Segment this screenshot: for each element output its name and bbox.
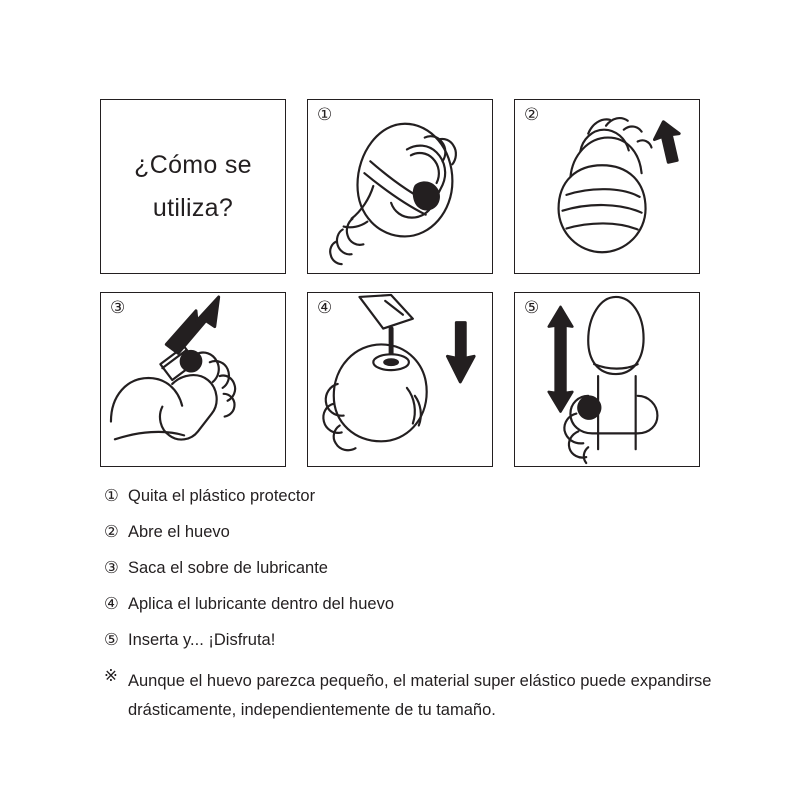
panel-title	[100, 99, 286, 274]
step-text: Aplica el lubricante dentro del huevo	[128, 594, 395, 613]
panel-number-5: ⑤	[524, 298, 540, 317]
list-item	[104, 631, 724, 650]
list-item	[104, 559, 724, 578]
step-text: Saca el sobre de lubricante	[128, 558, 328, 577]
step-marker: ⑤	[104, 630, 119, 649]
step-marker: ②	[104, 522, 119, 541]
list-item	[104, 487, 724, 506]
panel-step-2	[514, 99, 700, 274]
list-item-note	[104, 667, 724, 725]
step-text: Abre el huevo	[128, 522, 230, 541]
panel-step-1	[307, 99, 493, 274]
list-item	[104, 595, 724, 614]
title-line-1: ¿Cómo se	[134, 150, 252, 179]
step-marker: ①	[104, 487, 119, 505]
illustration-grid	[100, 99, 700, 467]
panel-number-4: ④	[317, 298, 333, 317]
insert-stroke-icon	[515, 293, 699, 466]
panel-number-2: ②	[524, 105, 540, 124]
panel-number-1: ①	[317, 105, 333, 124]
step-text: Inserta y... ¡Disfruta!	[128, 630, 276, 649]
step-marker: ③	[104, 558, 119, 577]
step-marker: ④	[104, 594, 119, 613]
panel-step-3	[100, 292, 286, 467]
hand-peeling-film-off-egg-icon	[308, 100, 492, 273]
note-text: Aunque el huevo parezca pequeño, el material super elástico puede expandirse drásticamente, independientemente de tu tamaño.	[128, 671, 712, 719]
title-line-2: utiliza?	[152, 193, 234, 222]
list-item	[104, 523, 724, 542]
hand-opening-egg-icon	[515, 100, 699, 273]
note-marker: ※	[104, 666, 118, 685]
step-text: Quita el plástico protector	[128, 487, 316, 505]
panel-step-5	[514, 292, 700, 467]
steps-list	[104, 487, 724, 742]
hand-holding-sachet-icon	[101, 293, 285, 466]
panel-step-4	[307, 292, 493, 467]
panel-number-3: ③	[110, 298, 126, 317]
applying-lubricant-icon	[308, 293, 492, 466]
